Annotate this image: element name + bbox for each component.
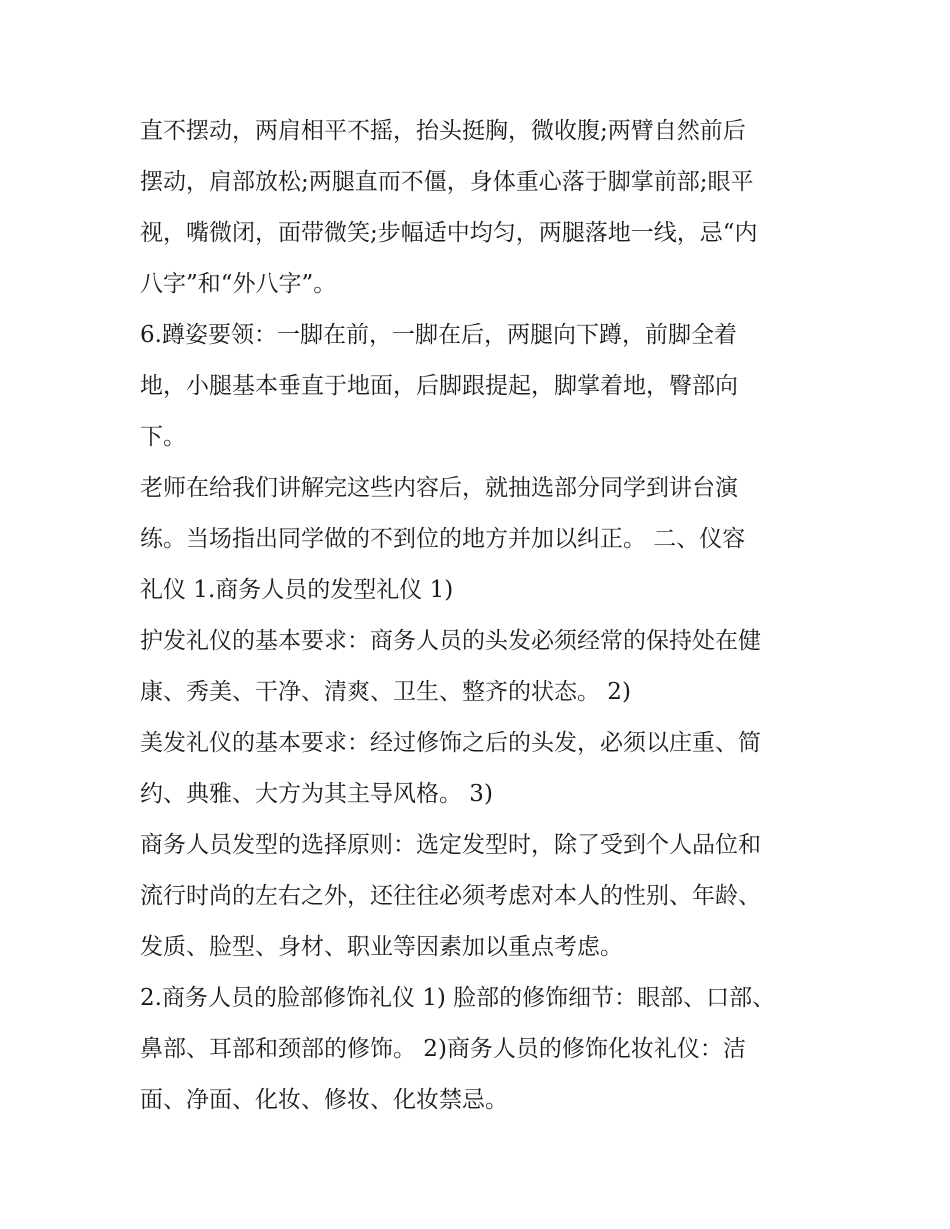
text-line: 地，小腿基本垂直于地面，后脚跟提起，脚掌着地，臀部向 (140, 373, 738, 399)
text-line: 下。 (140, 424, 186, 450)
text-line: 直不摆动，两肩相平不摇，抬头挺胸，微收腹;两臂自然前后 (140, 118, 746, 144)
text-line: 摆动，肩部放松;两腿直而不僵，身体重心落于脚掌前部;眼平 (140, 169, 754, 195)
text-line: 流行时尚的左右之外，还往往必须考虑对本人的性别、年龄、 (140, 883, 761, 909)
text-line: 美发礼仪的基本要求：经过修饰之后的头发，必须以庄重、简 (140, 730, 761, 756)
text-line: 6.蹲姿要领：一脚在前，一脚在后，两腿向下蹲，前脚全着 (140, 322, 737, 348)
text-line: 康、秀美、干净、清爽、卫生、整齐的状态。 2) (140, 679, 631, 705)
text-line: 老师在给我们讲解完这些内容后，就抽选部分同学到讲台演 (140, 475, 738, 501)
body-text (140, 106, 830, 1126)
text-line: 八字”和“外八字”。 (140, 271, 337, 297)
text-line: 练。当场指出同学做的不到位的地方并加以纠正。 二、仪容 (140, 526, 746, 552)
text-line: 商务人员发型的选择原则：选定发型时，除了受到个人品位和 (140, 832, 761, 858)
text-line: 视，嘴微闭，面带微笑;步幅适中均匀，两腿落地一线，忌“内 (140, 220, 758, 246)
text-line: 面、净面、化妆、修妆、化妆禁忌。 (140, 1087, 508, 1113)
text-line: 护发礼仪的基本要求：商务人员的头发必须经常的保持处在健 (140, 628, 761, 654)
text-line: 2.商务人员的脸部修饰礼仪 1) 脸部的修饰细节：眼部、口部、 (140, 985, 776, 1011)
text-line: 约、典雅、大方为其主导风格。 3) (140, 781, 493, 807)
text-line: 礼仪 1.商务人员的发型礼仪 1) (140, 577, 454, 603)
text-line: 发质、脸型、身材、职业等因素加以重点考虑。 (140, 934, 623, 960)
text-line: 鼻部、耳部和颈部的修饰。 2)商务人员的修饰化妆礼仪：洁 (140, 1036, 746, 1062)
